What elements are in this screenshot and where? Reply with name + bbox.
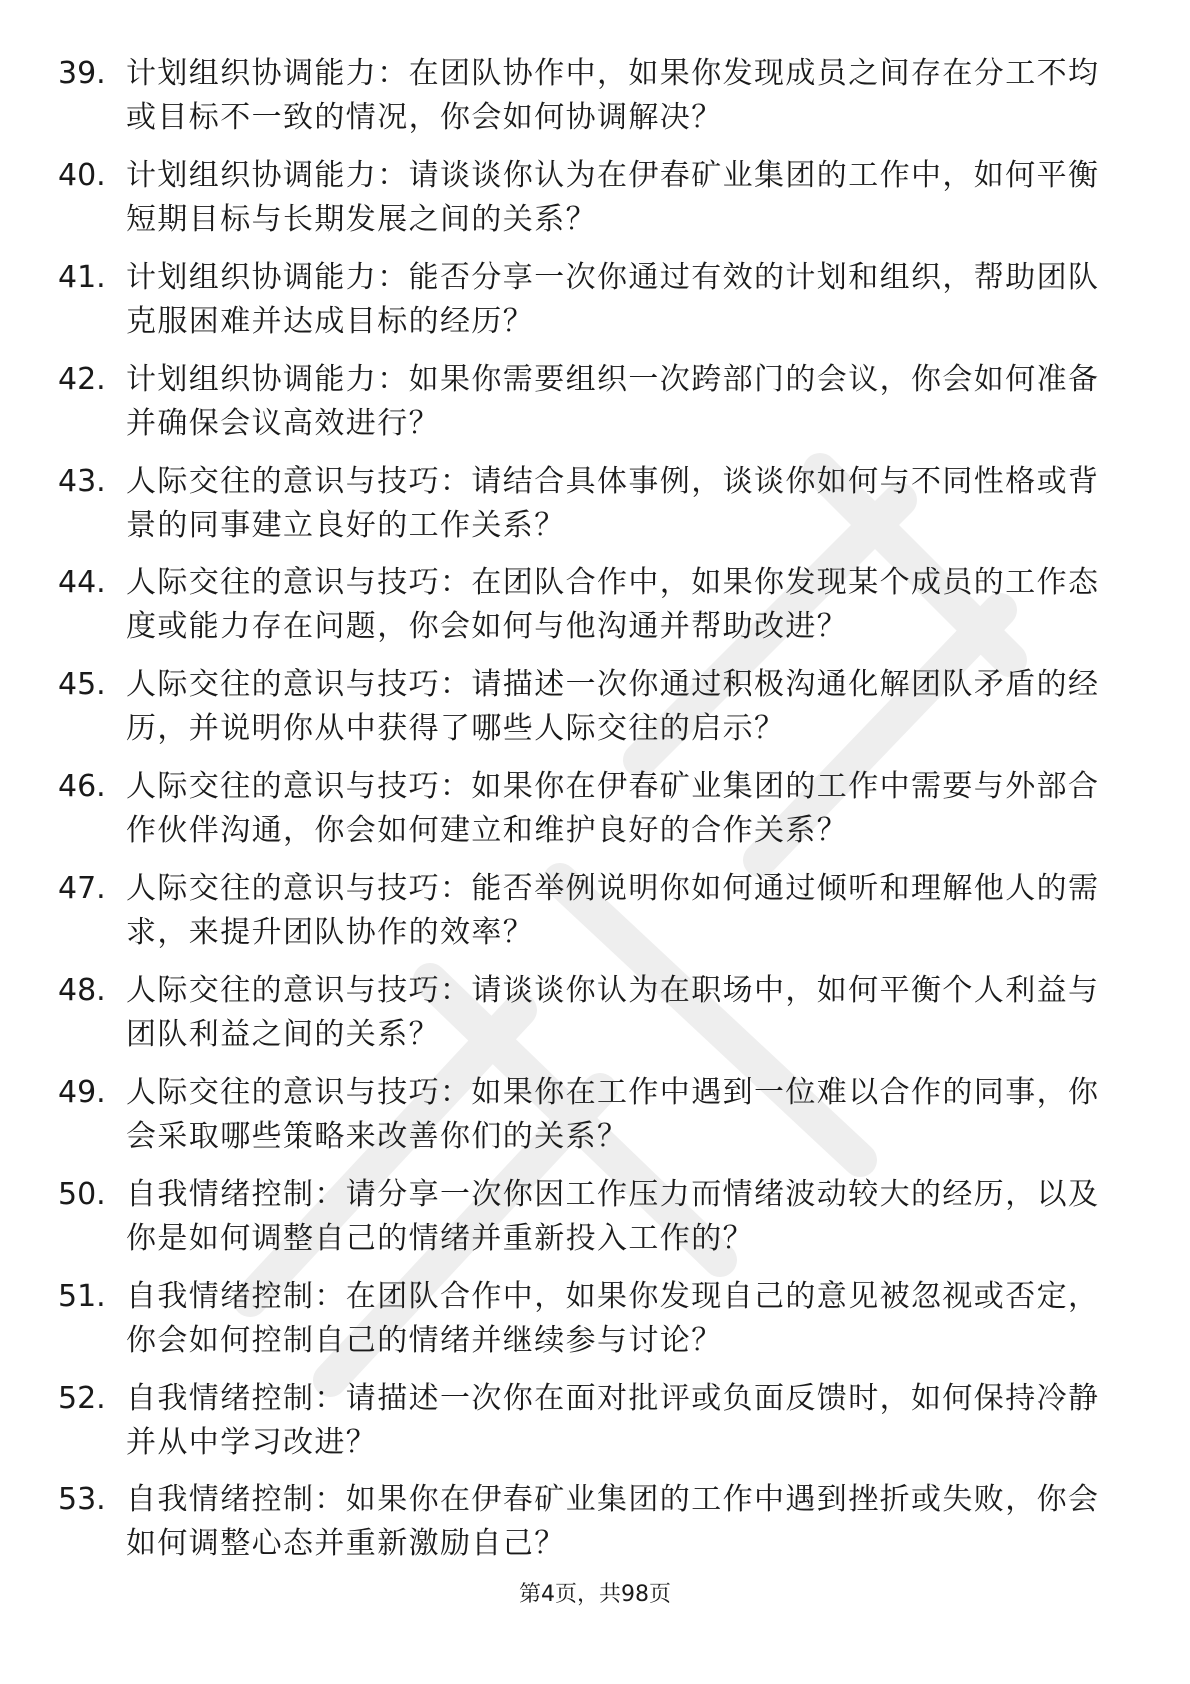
question-text: 计划组织协调能力：能否分享一次你通过有效的计划和组织，帮助团队克服困难并达成目标的经历？ xyxy=(126,259,1100,339)
question-number: 53. xyxy=(58,1482,106,1518)
question-item xyxy=(58,256,1118,358)
question-text: 人际交往的意识与技巧：如果你在工作中遇到一位难以合作的同事，你会采取哪些策略来改善你们的关系？ xyxy=(126,1074,1100,1154)
question-item xyxy=(58,154,1118,256)
question-number: 39. xyxy=(58,56,106,91)
question-text: 计划组织协调能力：在团队协作中，如果你发现成员之间存在分工不均或目标不一致的情况，你会如何协调解决？ xyxy=(126,56,1100,135)
question-number: 50. xyxy=(58,1176,106,1212)
question-item xyxy=(58,969,1118,1071)
question-item xyxy=(58,867,1118,969)
question-item xyxy=(58,52,1118,154)
question-item xyxy=(58,1173,1118,1275)
question-item xyxy=(58,358,1118,460)
question-text: 自我情绪控制：请描述一次你在面对批评或负面反馈时，如何保持冷静并从中学习改进？ xyxy=(126,1380,1100,1460)
question-number: 49. xyxy=(58,1074,106,1110)
question-item xyxy=(58,561,1118,663)
question-text: 人际交往的意识与技巧：在团队合作中，如果你发现某个成员的工作态度或能力存在问题，你会如何与他沟通并帮助改进？ xyxy=(126,565,1100,645)
question-item xyxy=(58,460,1118,562)
question-item xyxy=(58,1071,1118,1173)
question-number: 51. xyxy=(58,1278,106,1314)
question-text: 人际交往的意识与技巧：请结合具体事例，谈谈你如何与不同性格或背景的同事建立良好的工作关系？ xyxy=(126,463,1100,543)
question-text: 自我情绪控制：请分享一次你因工作压力而情绪波动较大的经历，以及你是如何调整自己的情绪并重新投入工作的？ xyxy=(126,1176,1100,1256)
question-list xyxy=(58,52,1118,1580)
question-number: 47. xyxy=(58,871,106,907)
question-text: 自我情绪控制：如果你在伊春矿业集团的工作中遇到挫折或失败，你会如何调整心态并重新激励自己？ xyxy=(126,1482,1100,1562)
question-number: 48. xyxy=(58,973,106,1009)
question-item xyxy=(58,1377,1118,1479)
question-item xyxy=(58,1275,1118,1377)
question-text: 人际交往的意识与技巧：请描述一次你通过积极沟通化解团队矛盾的经历，并说明你从中获得了哪些人际交往的启示？ xyxy=(126,667,1100,747)
question-text: 人际交往的意识与技巧：如果你在伊春矿业集团的工作中需要与外部合作伙伴沟通，你会如何建立和维护良好的合作关系？ xyxy=(126,769,1100,849)
question-text: 计划组织协调能力：如果你需要组织一次跨部门的会议，你会如何准备并确保会议高效进行？ xyxy=(126,361,1100,441)
question-number: 41. xyxy=(58,259,106,295)
question-number: 42. xyxy=(58,361,106,397)
question-number: 45. xyxy=(58,667,106,703)
question-text: 人际交往的意识与技巧：能否举例说明你如何通过倾听和理解他人的需求，来提升团队协作的效率？ xyxy=(126,871,1100,951)
question-number: 52. xyxy=(58,1380,106,1416)
question-text: 人际交往的意识与技巧：请谈谈你认为在职场中，如何平衡个人利益与团队利益之间的关系？ xyxy=(126,973,1100,1053)
question-number: 44. xyxy=(58,565,106,601)
question-item xyxy=(58,765,1118,867)
question-text: 自我情绪控制：在团队合作中，如果你发现自己的意见被忽视或否定，你会如何控制自己的情绪并继续参与讨论？ xyxy=(126,1278,1100,1358)
question-number: 46. xyxy=(58,769,106,805)
question-number: 40. xyxy=(58,157,106,193)
page-number-footer: 第4页，共98页 xyxy=(519,1582,671,1607)
question-item xyxy=(58,1478,1118,1580)
question-text: 计划组织协调能力：请谈谈你认为在伊春矿业集团的工作中，如何平衡短期目标与长期发展之间的关系？ xyxy=(126,157,1100,237)
question-number: 43. xyxy=(58,463,106,499)
question-item xyxy=(58,663,1118,765)
